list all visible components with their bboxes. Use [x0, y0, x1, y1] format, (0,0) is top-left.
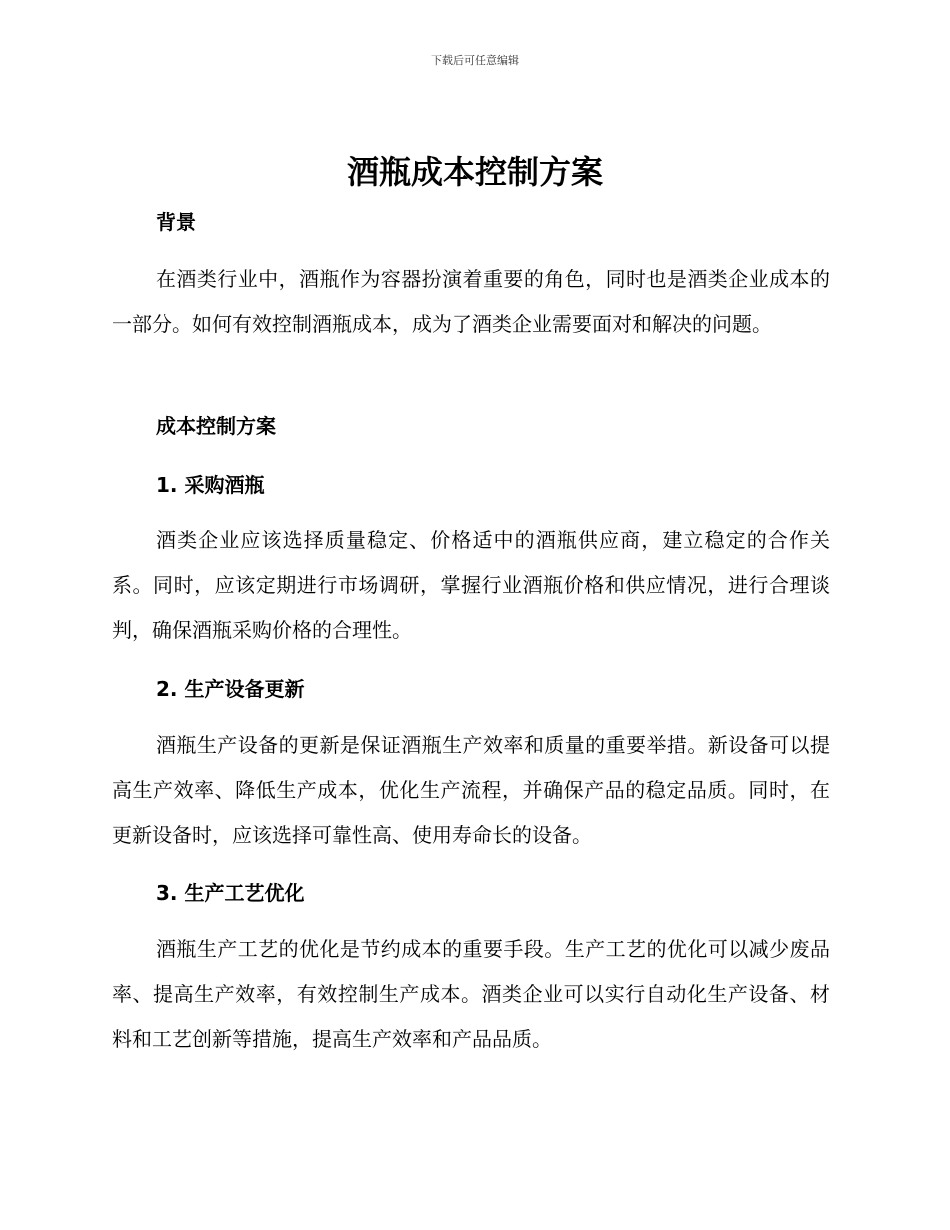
section-3-paragraph: 酒瓶生产工艺的优化是节约成本的重要手段。生产工艺的优化可以减少废品率、提高生产效率，有效控制生产成本。酒类企业可以实行自动化生产设备、材料和工艺创新等措施，提高生产效率和产品品质。: [112, 937, 830, 1051]
header-note: 下载后可任意编辑: [431, 54, 519, 67]
section-2-paragraph: 酒瓶生产设备的更新是保证酒瓶生产效率和质量的重要举措。新设备可以提高生产效率、降低生产成本，优化生产流程，并确保产品的稳定品质。同时，在更新设备时，应该选择可靠性高、使用寿命长的设备。: [112, 733, 830, 847]
background-heading: 背景: [156, 210, 196, 234]
document-title: 酒瓶成本控制方案: [346, 153, 603, 191]
section-3-heading: 3. 生产工艺优化: [156, 881, 305, 905]
background-paragraph: 在酒类行业中，酒瓶作为容器扮演着重要的角色，同时也是酒类企业成本的一部分。如何有效控制酒瓶成本，成为了酒类企业需要面对和解决的问题。: [112, 267, 830, 336]
section-2-heading: 2. 生产设备更新: [156, 677, 305, 701]
plan-heading: 成本控制方案: [156, 414, 276, 438]
section-1-heading: 1. 采购酒瓶: [156, 473, 265, 497]
section-1-paragraph: 酒类企业应该选择质量稳定、价格适中的酒瓶供应商，建立稳定的合作关系。同时，应该定期进行市场调研，掌握行业酒瓶价格和供应情况，进行合理谈判，确保酒瓶采购价格的合理性。: [112, 528, 830, 642]
